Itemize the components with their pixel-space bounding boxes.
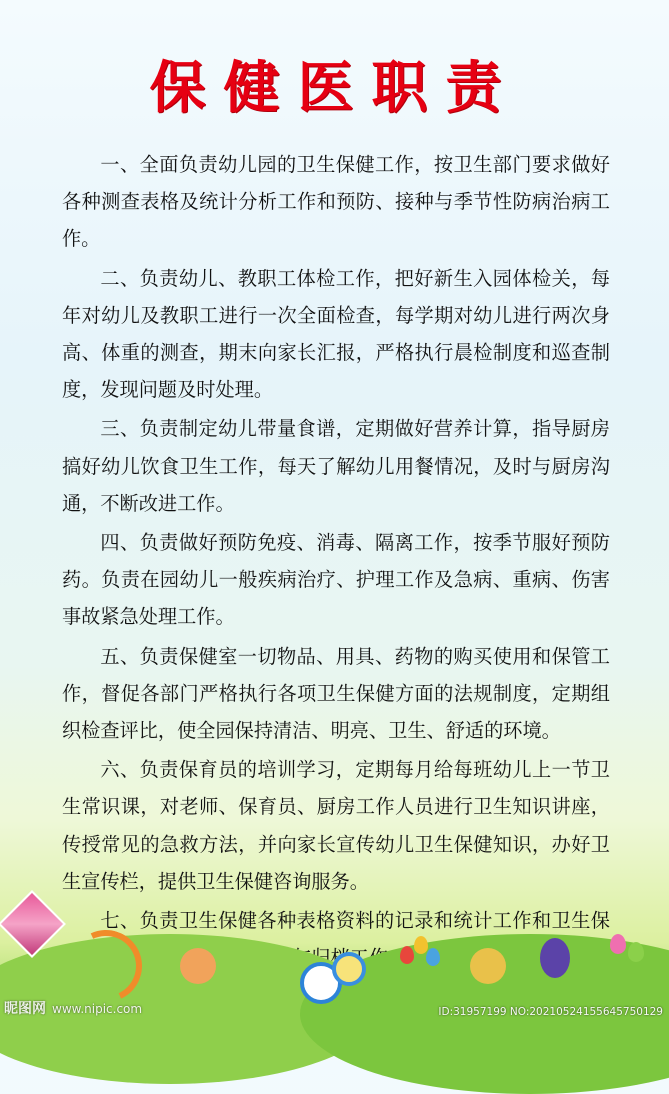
watermark-id: ID:31957199 NO:20210524155645750129: [438, 1006, 663, 1018]
duty-item-7: 七、负责卫生保健各种表格资料的记录和统计工作和卫生保 归档: [100, 909, 610, 970]
watermark: [4, 998, 142, 1018]
balloon-icon: [426, 948, 440, 966]
duty-item-3: 三、负责制定幼儿带量食谱，定期做好营养计算，指导厨房搞好幼儿饮食卫生工作，每天了解幼儿用餐情况，及时与厨房沟通，不断改进工作。: [62, 417, 610, 515]
tree-icon: [180, 948, 216, 984]
duty-item-1: 一、全面负责幼儿园的卫生保健工作，按卫生部门要求做好各种测查表格及统计分析工作和预防、接种与季节性防病治病工作。: [62, 153, 610, 251]
duty-item-6: 六、负责保育员的培训学习，定期每月给每班幼儿上一节卫生常识课，对老师、保育员、厨房工作人员进行卫生知识讲座，传授常见的急救方法，并向家长宣传幼儿卫生保健知识，办好卫生宣传栏，提供卫生保健咨询服务。: [62, 758, 610, 893]
balloon-icon: [628, 942, 644, 962]
watermark-site: www.nipic.com: [52, 1002, 143, 1016]
duty-list: [62, 146, 610, 978]
balloon-icon: [610, 934, 626, 954]
duty-item-2: 二、负责幼儿、教职工体检工作，把好新生入园体检关，每年对幼儿及教职工进行一次全面检查，每学期对幼儿进行两次身高、体重的测查，期末向家长汇报，严格执行晨检制度和巡查制度，发现问题及时处理。: [62, 266, 610, 402]
tree-icon: [470, 948, 506, 984]
page-title: 保健医职责: [149, 55, 520, 121]
duty-item-5: 五、负责保健室一切物品、用具、药物的购买使用和保管工作，督促各部门严格执行各项卫生保健方面的法规制度，定期组织检查评比，使全园保持清洁、明亮、卫生、舒适的环境。: [62, 644, 610, 743]
child-badge-icon: [332, 952, 366, 986]
watermark-brand: 昵图网: [4, 1001, 46, 1017]
duty-item-4: 四、负责做好预防免疫、消毒、隔离工作，按季节服好预防药。负责在园幼儿一般疾病治疗、护理工作及急病、重病、伤害事故紧急处理工作。: [62, 531, 610, 629]
moon-icon: [540, 938, 570, 978]
balloon-icon: [414, 936, 428, 954]
balloon-icon: [400, 946, 414, 964]
